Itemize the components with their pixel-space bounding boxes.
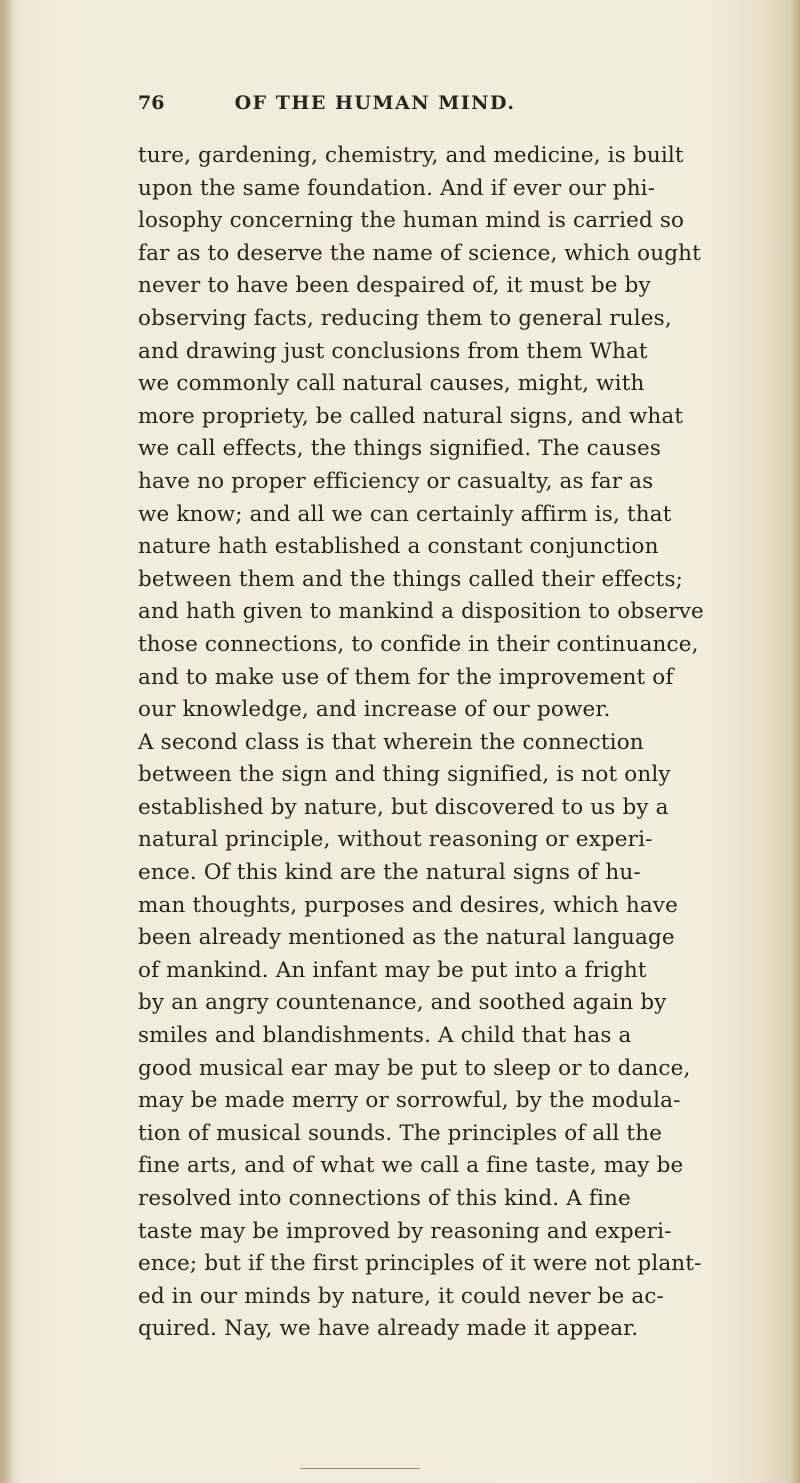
text-line: by an angry countenance, and soothed again by [138, 990, 667, 1016]
text-line: established by nature, but discovered to us by a [138, 794, 669, 820]
text-line: and hath given to mankind a disposition to observe [138, 599, 704, 625]
text-line: good musical ear may be put to sleep or to dance, [138, 1055, 691, 1081]
text-line: natural principle, without reasoning or experi- [138, 827, 653, 853]
text-line: quired. Nay, we have already made it appear. [138, 1316, 639, 1342]
text-line: our knowledge, and increase of our power. [138, 697, 611, 723]
text-line: we commonly call natural causes, might, with [138, 371, 645, 397]
text-line: fine arts, and of what we call a fine taste, may be [138, 1153, 684, 1179]
text-line: A second class is that wherein the connection [138, 729, 644, 755]
text-line: more propriety, be called natural signs, and what [138, 403, 684, 429]
text-line: observing facts, reducing them to general rules, [138, 305, 672, 331]
text-line: ed in our minds by nature, it could never be ac- [138, 1283, 664, 1309]
text-line: between the sign and thing signified, is not only [138, 762, 671, 788]
text-line: tion of musical sounds. The principles of all the [138, 1120, 663, 1146]
text-line: man thoughts, purposes and desires, which have [138, 892, 678, 918]
page-edge [790, 0, 800, 1483]
bottom-rule [300, 1468, 420, 1469]
text-line: and to make use of them for the improvement of [138, 664, 674, 690]
running-head [138, 92, 738, 122]
text-line: upon the same foundation. And if ever our phi- [138, 175, 656, 201]
text-line: losophy concerning the human mind is carried so [138, 208, 685, 234]
running-title: OF THE HUMAN MIND. [234, 92, 516, 114]
text-line: been already mentioned as the natural language [138, 925, 675, 951]
binding-shadow [0, 0, 14, 1483]
text-line: smiles and blandishments. A child that has a [138, 1023, 632, 1049]
text-line: taste may be improved by reasoning and experi- [138, 1218, 672, 1244]
text-line: may be made merry or sorrowful, by the modula- [138, 1088, 681, 1114]
text-line: we call effects, the things signified. The causes [138, 436, 662, 462]
text-line: ture, gardening, chemistry, and medicine, is built [138, 143, 684, 168]
body-text [138, 140, 768, 1346]
text-line: ence. Of this kind are the natural signs of hu- [138, 860, 641, 886]
text-line: those connections, to confide in their continuance, [138, 631, 699, 657]
text-line: nature hath established a constant conjunction [138, 534, 659, 560]
text-line: we know; and all we can certainly affirm is, that [138, 501, 672, 527]
text-line: far as to deserve the name of science, which ought [138, 240, 701, 266]
text-line: ence; but if the first principles of it were not plant- [138, 1251, 702, 1277]
text-line: have no proper efficiency or casualty, as far as [138, 468, 654, 494]
text-line: resolved into connections of this kind. A fine [138, 1186, 631, 1211]
page-number: 76 [138, 92, 165, 114]
text-line: never to have been despaired of, it must be by [138, 273, 651, 299]
text-line: between them and the things called their effects; [138, 566, 684, 592]
text-line: of mankind. An infant may be put into a fright [138, 957, 647, 983]
text-line: and drawing just conclusions from them What [138, 338, 648, 364]
